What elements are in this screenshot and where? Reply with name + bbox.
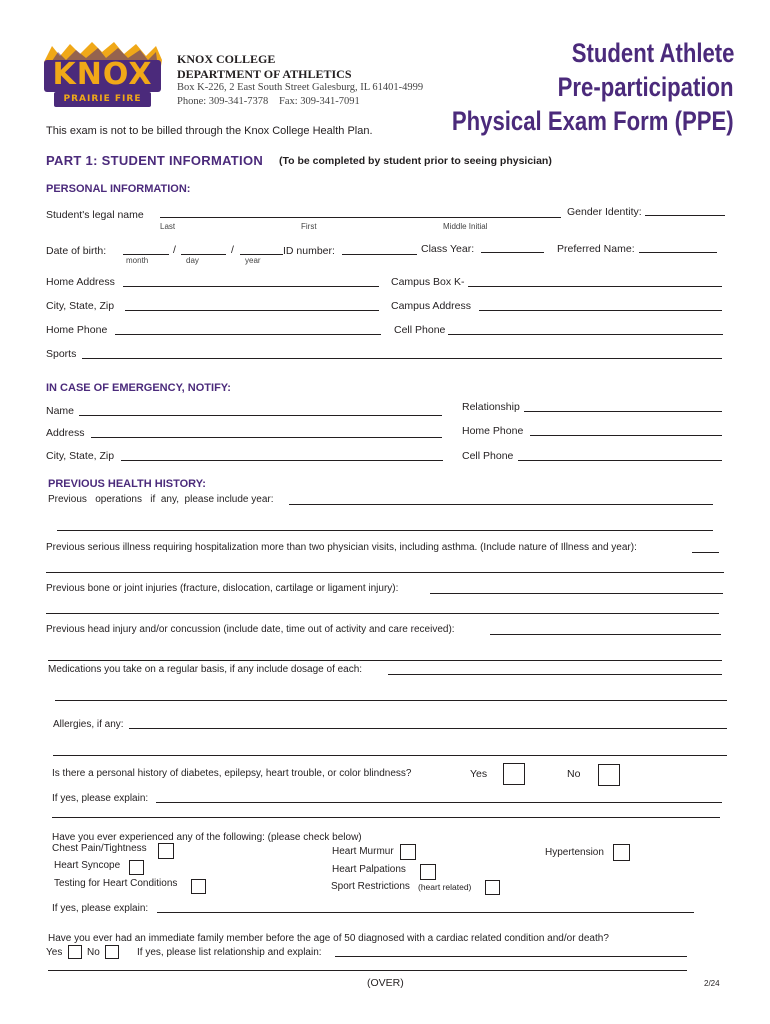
city-state-zip-line[interactable] xyxy=(125,310,379,311)
heart-murmur-label: Heart Murmur xyxy=(332,846,394,857)
college-fax: Fax: 309-341-7091 xyxy=(279,96,360,107)
part1-title: PART 1: STUDENT INFORMATION xyxy=(46,153,264,168)
operations-line-2[interactable] xyxy=(57,530,713,531)
id-number-label: ID number: xyxy=(283,245,335,257)
hypertension-checkbox[interactable] xyxy=(613,844,630,861)
medications-line-2[interactable] xyxy=(55,700,727,701)
month-sublabel: month xyxy=(126,256,149,265)
family-no-checkbox[interactable] xyxy=(105,945,119,959)
preferred-name-label: Preferred Name: xyxy=(557,243,635,255)
dob-year-line[interactable] xyxy=(240,254,283,255)
home-address-label: Home Address xyxy=(46,276,115,288)
head-injury-label: Previous head injury and/or concussion (include date, time out of activity and care received): xyxy=(46,624,455,635)
family-yes-checkbox[interactable] xyxy=(68,945,82,959)
form-title-line1: Student Athlete xyxy=(571,38,734,68)
middle-sublabel: Middle Initial xyxy=(443,222,488,231)
heart-palpitations-checkbox[interactable] xyxy=(420,864,436,880)
cell-phone-line[interactable] xyxy=(448,334,723,335)
family-history-label: Have you ever had an immediate family member before the age of 50 diagnosed with a cardiac related condition and/or death? xyxy=(48,933,609,944)
department-name: DEPARTMENT OF ATHLETICS xyxy=(177,67,352,81)
home-phone-label: Home Phone xyxy=(46,324,108,336)
campus-address-line[interactable] xyxy=(479,310,722,311)
emergency-home-phone-line[interactable] xyxy=(530,435,722,436)
personal-history-no-checkbox[interactable] xyxy=(598,764,620,786)
emergency-name-label: Name xyxy=(46,405,75,417)
emergency-address-label: Address xyxy=(46,427,85,439)
id-number-line[interactable] xyxy=(342,254,417,255)
explain-line-1[interactable] xyxy=(156,802,722,803)
logo-text: KNOX xyxy=(52,57,153,92)
family-no-label: No xyxy=(87,947,100,958)
heart-related-label: (heart related) xyxy=(418,882,472,892)
emergency-city-line[interactable] xyxy=(121,460,443,461)
medications-line-1[interactable] xyxy=(388,674,722,675)
explain-label: If yes, please explain: xyxy=(52,793,149,804)
dob-slash-2: / xyxy=(231,244,234,256)
head-injury-line-1[interactable] xyxy=(490,634,721,635)
college-name: KNOX COLLEGE xyxy=(177,52,276,66)
testing-checkbox[interactable] xyxy=(191,879,206,894)
health-history-heading: PREVIOUS HEALTH HISTORY: xyxy=(48,478,206,490)
knox-logo xyxy=(40,42,165,110)
dob-slash-1: / xyxy=(173,244,176,256)
heart-syncope-label: Heart Syncope xyxy=(54,860,121,871)
operations-label: Previous operations if any, please include year: xyxy=(48,494,274,505)
cell-phone-label: Cell Phone xyxy=(394,324,446,336)
dob-label: Date of birth: xyxy=(46,245,107,257)
sports-label: Sports xyxy=(46,348,77,360)
personal-history-label: Is there a personal history of diabetes, epilepsy, heart trouble, or color blindness? xyxy=(52,768,412,779)
chest-pain-label: Chest Pain/Tightness xyxy=(52,843,147,854)
emergency-city-label: City, State, Zip xyxy=(46,450,115,462)
personal-history-yes-label: Yes xyxy=(470,768,488,780)
emergency-home-phone-label: Home Phone xyxy=(462,425,524,437)
campus-box-line[interactable] xyxy=(468,286,722,287)
emergency-cell-phone-line[interactable] xyxy=(518,460,722,461)
personal-history-no-label: No xyxy=(567,768,581,780)
dob-month-line[interactable] xyxy=(123,254,169,255)
relationship-label: Relationship xyxy=(462,401,520,413)
heart-syncope-checkbox[interactable] xyxy=(129,860,144,875)
preferred-name-line[interactable] xyxy=(639,252,717,253)
legal-name-line[interactable] xyxy=(160,217,561,218)
over-note: (OVER) xyxy=(367,977,404,989)
college-address: Box K-226, 2 East South Street Galesburg, IL 61401-4999 xyxy=(177,82,424,93)
home-address-line[interactable] xyxy=(123,286,379,287)
campus-address-label: Campus Address xyxy=(391,300,471,312)
explain-line-2[interactable] xyxy=(52,817,720,818)
class-year-label: Class Year: xyxy=(421,243,475,255)
testing-label: Testing for Heart Conditions xyxy=(54,878,178,889)
emergency-heading: IN CASE OF EMERGENCY, NOTIFY: xyxy=(46,382,231,394)
college-phone: Phone: 309-341-7378 xyxy=(177,96,269,107)
family-explain-line-1[interactable] xyxy=(335,956,687,957)
part1-note: (To be completed by student prior to seeing physician) xyxy=(279,155,552,167)
explain2-line[interactable] xyxy=(157,912,694,913)
home-phone-line[interactable] xyxy=(115,334,381,335)
heart-palpitations-label: Heart Palpations xyxy=(332,864,406,875)
form-version: 2/24 xyxy=(704,979,720,988)
head-injury-line-2[interactable] xyxy=(48,660,722,661)
family-explain-line-2[interactable] xyxy=(48,970,687,971)
campus-box-label: Campus Box K- xyxy=(391,276,465,288)
sport-restrictions-label: Sport Restrictions xyxy=(331,881,410,892)
heart-murmur-checkbox[interactable] xyxy=(400,844,416,860)
operations-line-1[interactable] xyxy=(289,504,713,505)
hypertension-label: Hypertension xyxy=(545,847,604,858)
explain2-label: If yes, please explain: xyxy=(52,903,149,914)
sport-restrictions-checkbox[interactable] xyxy=(485,880,500,895)
personal-info-heading: PERSONAL INFORMATION: xyxy=(46,183,191,195)
last-sublabel: Last xyxy=(160,222,176,231)
legal-name-label: Student's legal name xyxy=(46,209,144,221)
injuries-line-2[interactable] xyxy=(46,613,719,614)
illness-line-1[interactable] xyxy=(692,552,719,553)
form-title-line3: Physical Exam Form (PPE) xyxy=(452,106,734,136)
allergies-label: Allergies, if any: xyxy=(53,719,124,730)
emergency-address-line[interactable] xyxy=(91,437,442,438)
first-sublabel: First xyxy=(301,222,317,231)
illness-label: Previous serious illness requiring hospitalization more than two physician visits, including asthma. (Include nature of Illness and year): xyxy=(46,542,637,553)
emergency-cell-phone-label: Cell Phone xyxy=(462,450,514,462)
allergies-line-1[interactable] xyxy=(129,728,727,729)
billing-note: This exam is not to be billed through the Knox College Health Plan. xyxy=(46,125,373,137)
form-title-line2: Pre-participation xyxy=(558,72,734,102)
allergies-line-2[interactable] xyxy=(53,755,727,756)
experienced-label: Have you ever experienced any of the following: (please check below) xyxy=(52,832,362,843)
personal-history-yes-checkbox[interactable] xyxy=(503,763,525,785)
chest-pain-checkbox[interactable] xyxy=(158,843,174,859)
class-year-line[interactable] xyxy=(481,252,544,253)
city-state-zip-label: City, State, Zip xyxy=(46,300,115,312)
sports-line[interactable] xyxy=(82,358,722,359)
family-yes-label: Yes xyxy=(46,947,63,958)
illness-line-2[interactable] xyxy=(46,572,724,573)
medications-label: Medications you take on a regular basis, if any include dosage of each: xyxy=(48,664,363,675)
dob-day-line[interactable] xyxy=(181,254,226,255)
emergency-name-line[interactable] xyxy=(79,415,442,416)
logo-subtext: PRAIRIE FIRE xyxy=(63,94,142,104)
day-sublabel: day xyxy=(186,256,199,265)
year-sublabel: year xyxy=(245,256,261,265)
relationship-line[interactable] xyxy=(524,411,722,412)
injuries-label: Previous bone or joint injuries (fracture, dislocation, cartilage or ligament injury): xyxy=(46,583,399,594)
gender-line[interactable] xyxy=(645,215,725,216)
gender-label: Gender Identity: xyxy=(567,206,642,218)
injuries-line-1[interactable] xyxy=(430,593,723,594)
family-explain-label: If yes, please list relationship and explain: xyxy=(137,947,322,958)
